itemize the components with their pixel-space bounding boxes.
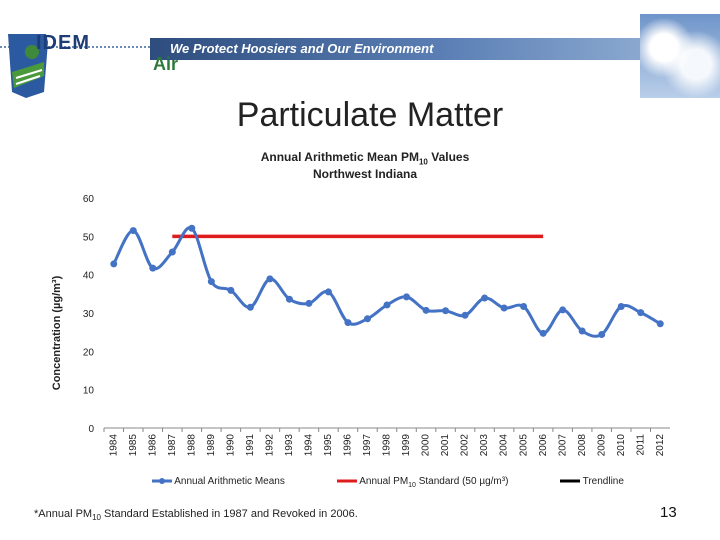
y-tick-label-4: 40 bbox=[82, 270, 94, 282]
means-point-1998 bbox=[384, 301, 391, 308]
means-point-2005 bbox=[520, 303, 527, 310]
means-point-1984 bbox=[110, 260, 117, 267]
y-tick-label-2: 20 bbox=[82, 347, 94, 359]
legend-label-means: Annual Arithmetic Means bbox=[174, 476, 285, 487]
means-point-2004 bbox=[501, 305, 508, 312]
chart-title-sub: 10 bbox=[418, 157, 428, 167]
means-point-1994 bbox=[305, 300, 312, 307]
y-tick-label-6: 60 bbox=[82, 194, 94, 205]
means-point-2008 bbox=[579, 328, 586, 335]
means-point-2009 bbox=[598, 331, 605, 338]
means-point-1999 bbox=[403, 293, 410, 300]
x-tick-label-1997: 1997 bbox=[362, 434, 374, 457]
x-tick-label-2001: 2001 bbox=[440, 434, 452, 457]
legend-standard-sub: 10 bbox=[408, 482, 416, 489]
means-point-1996 bbox=[344, 319, 351, 326]
y-tick-label-1: 10 bbox=[82, 385, 94, 397]
means-point-2007 bbox=[559, 306, 566, 313]
x-tick-label-2002: 2002 bbox=[459, 434, 471, 457]
legend-item-standard bbox=[337, 476, 508, 489]
footnote bbox=[34, 508, 358, 522]
means-point-1997 bbox=[364, 315, 371, 322]
means-point-1992 bbox=[266, 275, 273, 282]
chart-title-suffix: Values bbox=[427, 150, 470, 164]
means-point-1987 bbox=[169, 249, 176, 256]
x-tick-label-2010: 2010 bbox=[615, 434, 627, 457]
x-tick-label-1995: 1995 bbox=[323, 434, 335, 457]
means-point-2011 bbox=[637, 309, 644, 316]
means-point-1993 bbox=[286, 296, 293, 303]
x-tick-label-2008: 2008 bbox=[576, 434, 588, 457]
x-tick-label-1989: 1989 bbox=[205, 434, 217, 457]
legend-label-standard bbox=[359, 476, 508, 487]
legend-label-trendline: Trendline bbox=[582, 476, 624, 487]
x-tick-label-1987: 1987 bbox=[166, 434, 178, 457]
section-label: Air bbox=[153, 54, 179, 74]
means-point-1991 bbox=[247, 304, 254, 311]
legend-swatch-means bbox=[152, 476, 172, 486]
means-point-1986 bbox=[149, 265, 156, 272]
x-tick-label-1998: 1998 bbox=[381, 434, 393, 457]
legend-item-means bbox=[152, 476, 285, 487]
x-tick-label-2003: 2003 bbox=[479, 434, 491, 457]
means-point-2001 bbox=[442, 307, 449, 314]
legend-swatch-trendline bbox=[560, 476, 580, 486]
page-number: 13 bbox=[660, 504, 677, 521]
slide-title: Particulate Matter bbox=[236, 96, 504, 134]
legend-item-trendline bbox=[560, 476, 624, 487]
legend-standard-prefix: Annual PM bbox=[359, 476, 409, 487]
means-point-1990 bbox=[227, 287, 234, 294]
means-point-1995 bbox=[325, 288, 332, 295]
means-point-1985 bbox=[130, 227, 137, 234]
means-point-2000 bbox=[423, 307, 430, 314]
x-tick-label-2007: 2007 bbox=[557, 434, 569, 457]
logo-text: IDEM bbox=[36, 32, 90, 54]
footnote-prefix: *Annual PM bbox=[34, 508, 93, 520]
means-point-1989 bbox=[208, 278, 215, 285]
means-point-2002 bbox=[462, 312, 469, 319]
x-tick-label-2011: 2011 bbox=[635, 434, 647, 456]
means-point-2006 bbox=[540, 330, 547, 337]
x-tick-label-1994: 1994 bbox=[303, 434, 315, 457]
y-tick-label-3: 30 bbox=[82, 309, 94, 320]
x-tick-label-1986: 1986 bbox=[147, 434, 159, 457]
tagline-text: We Protect Hoosiers and Our Environment bbox=[170, 41, 434, 56]
y-tick-label-5: 50 bbox=[82, 232, 94, 244]
means-point-2010 bbox=[618, 303, 625, 310]
x-tick-label-2006: 2006 bbox=[537, 434, 549, 457]
chart-title-line2: Northwest Indiana bbox=[312, 167, 417, 181]
chart-title-prefix: Annual Arithmetic Mean PM bbox=[260, 150, 419, 164]
means-point-2012 bbox=[657, 320, 664, 327]
means-point-2003 bbox=[481, 295, 488, 302]
x-tick-label-2004: 2004 bbox=[498, 434, 510, 457]
means-series-line bbox=[114, 228, 660, 337]
x-tick-label-1992: 1992 bbox=[264, 434, 276, 457]
x-tick-label-2012: 2012 bbox=[654, 434, 666, 457]
y-tick-label-0: 0 bbox=[88, 424, 94, 435]
x-tick-label-2009: 2009 bbox=[596, 434, 608, 457]
x-tick-label-1984: 1984 bbox=[108, 434, 120, 457]
x-tick-label-1988: 1988 bbox=[186, 434, 198, 457]
x-tick-label-1999: 1999 bbox=[401, 434, 413, 457]
x-tick-label-1990: 1990 bbox=[225, 434, 237, 457]
legend-standard-suffix: Standard (50 µg/m³) bbox=[415, 476, 509, 487]
x-tick-label-1993: 1993 bbox=[284, 434, 296, 457]
means-point-1988 bbox=[188, 225, 195, 232]
y-axis-label: Concentration (µg/m³) bbox=[51, 275, 63, 391]
footnote-sub: 10 bbox=[92, 513, 101, 523]
x-tick-label-1996: 1996 bbox=[342, 434, 354, 457]
x-tick-label-2000: 2000 bbox=[420, 434, 432, 457]
x-tick-label-2005: 2005 bbox=[518, 434, 530, 457]
x-tick-label-1985: 1985 bbox=[127, 434, 139, 457]
legend-swatch-standard bbox=[337, 476, 357, 486]
footnote-suffix: Standard Established in 1987 and Revoked in 2006. bbox=[101, 508, 358, 520]
x-tick-label-1991: 1991 bbox=[245, 434, 257, 457]
